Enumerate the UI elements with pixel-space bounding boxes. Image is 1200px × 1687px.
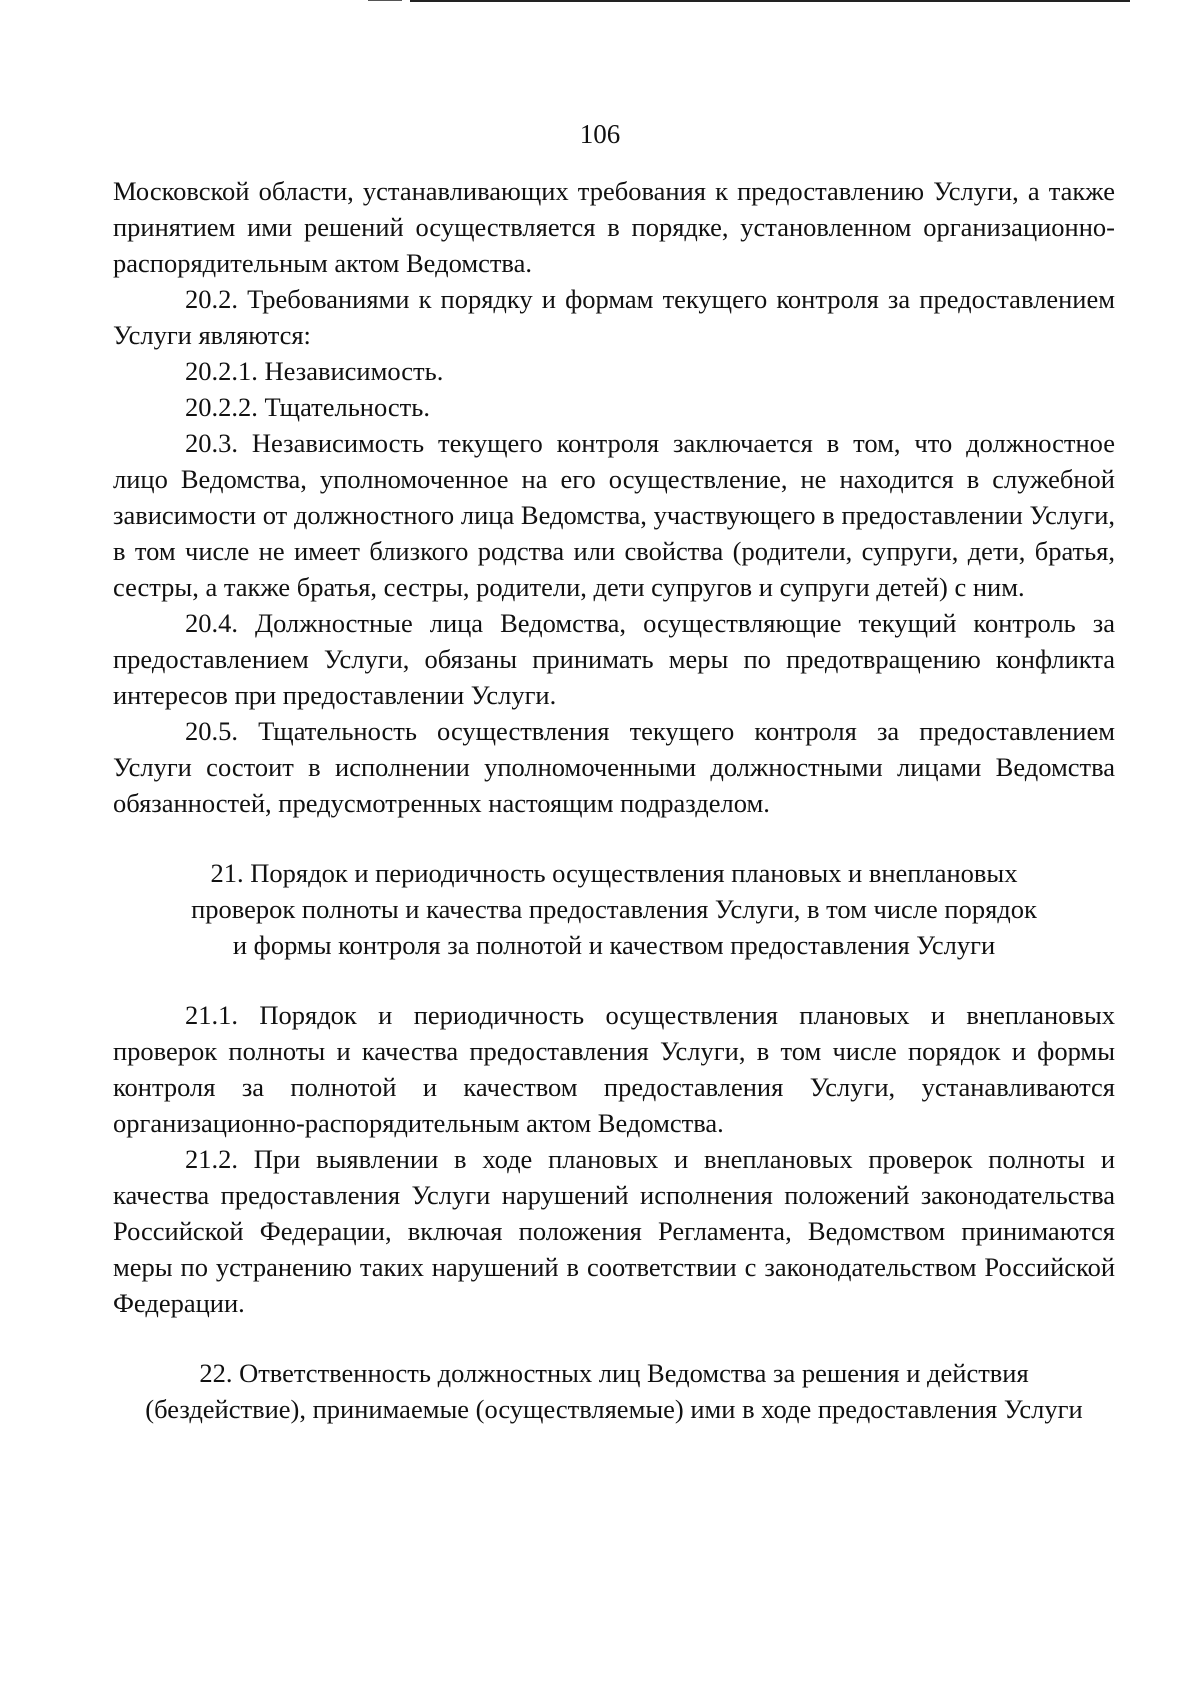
- paragraph-20-2: 20.2. Требованиями к порядку и формам текущего контроля за предоставлением Услуги являются:: [113, 284, 1115, 350]
- paragraph-20-4: 20.4. Должностные лица Ведомства, осуществляющие текущий контроль за предоставлением Услуги, обязаны принимать меры по предотвращению конфликта интересов при предоставлении Услуги.: [113, 608, 1115, 710]
- section-heading-21-line-3: и формы контроля за полнотой и качеством предоставления Услуги: [232, 930, 996, 960]
- section-heading-21: [113, 855, 1115, 963]
- section-heading-21-line-2: проверок полноты и качества предоставления Услуги, в том числе порядок: [191, 894, 1037, 924]
- paragraph-20-5: 20.5. Тщательность осуществления текущего контроля за предоставлением Услуги состоит в исполнении уполномоченными должностными лицами Ведомства обязанностей, предусмотренных настоящим подразделом.: [113, 716, 1115, 818]
- paragraph-20-3: 20.3. Независимость текущего контроля заключается в том, что должностное лицо Ведомства, уполномоченное на его осуществление, не находится в служебной зависимости от должностного лица Ведомства, участвующего в предоставлении Услуги, в том числе не имеет близкого родства или свойства (родители, супруги, дети, братья, сестры, а также братья, сестры, родители, дети супругов и супруги детей) с ним.: [113, 428, 1115, 602]
- paragraph-continuation: Московской области, устанавливающих требования к предоставлению Услуги, а также принятием ими решений осуществляется в порядке, установленном организационно-распорядительным актом Ведомства.: [113, 176, 1115, 278]
- section-heading-22-line-1: 22. Ответственность должностных лиц Ведомства за решения и действия: [199, 1358, 1029, 1388]
- section-heading-22-line-2: (бездействие), принимаемые (осуществляемые) ими в ходе предоставления Услуги: [145, 1394, 1083, 1424]
- paragraph-21-2: 21.2. При выявлении в ходе плановых и внеплановых проверок полноты и качества предоставления Услуги нарушений исполнения положений законодательства Российской Федерации, включая положения Регламента, Ведомством принимаются меры по устранению таких нарушений в соответствии с законодательством Российской Федерации.: [113, 1144, 1115, 1318]
- section-heading-21-line-1: 21. Порядок и периодичность осуществления плановых и внеплановых: [210, 858, 1018, 888]
- paragraph-20-2-2: 20.2.2. Тщательность.: [185, 392, 430, 422]
- scan-edge-line: [410, 0, 1130, 2]
- section-heading-22: [113, 1355, 1115, 1427]
- paragraph-20-2-1: 20.2.1. Независимость.: [185, 356, 444, 386]
- page-number: 106: [579, 119, 621, 149]
- scan-edge-mark: [368, 0, 402, 1]
- paragraph-21-1: 21.1. Порядок и периодичность осуществления плановых и внеплановых проверок полноты и качества предоставления Услуги, в том числе порядок и формы контроля за полнотой и качеством предоставления Услуги, устанавливаются организационно-распорядительным актом Ведомства.: [113, 1000, 1115, 1138]
- document-body: [113, 173, 1115, 1427]
